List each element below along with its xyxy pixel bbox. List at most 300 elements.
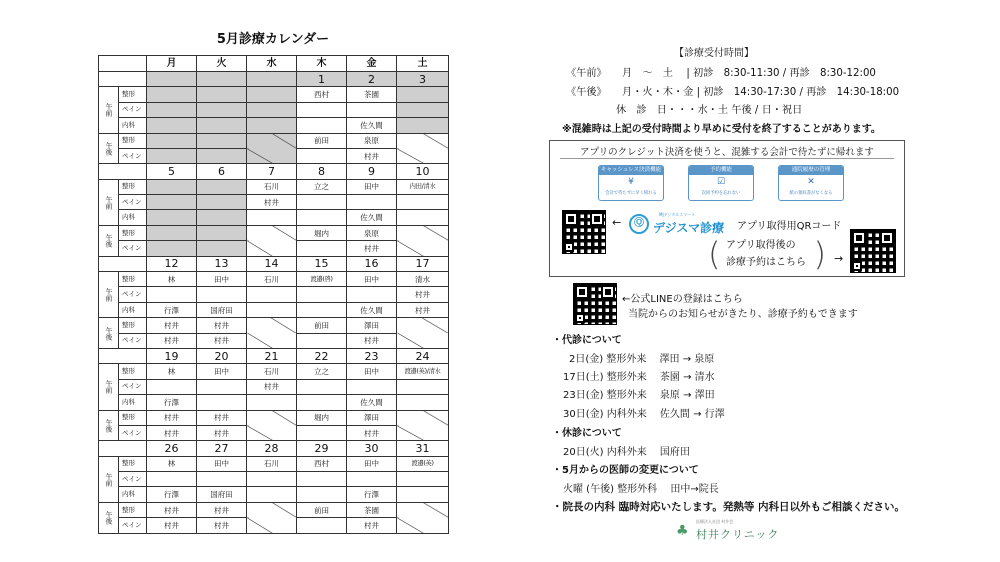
- doctor-cell: 国府田: [197, 302, 247, 317]
- schedule-row: [99, 456, 449, 471]
- divider: [560, 158, 894, 159]
- yen-icon: ¥: [628, 177, 634, 187]
- dept-label: ペイン: [119, 379, 147, 394]
- doctor-cell: 田中: [197, 271, 247, 286]
- schedule-row: [99, 149, 449, 164]
- doctor-cell: [147, 225, 197, 240]
- date-cell: 19: [147, 349, 197, 364]
- dept-label: ペイン: [119, 241, 147, 256]
- tree-icon: ♣: [676, 523, 689, 539]
- doctor-cell: 村井: [397, 287, 449, 302]
- schedule-row: [99, 179, 449, 194]
- doctor-cell: [297, 379, 347, 394]
- feature-cashless: [598, 165, 664, 201]
- dept-label: ペイン: [119, 472, 147, 487]
- date-cell: 21: [247, 349, 297, 364]
- doctor-cell: 村井: [347, 149, 397, 164]
- doctor-cell: [247, 426, 297, 441]
- doctor-cell: [397, 133, 449, 148]
- weekday-header: 金: [347, 56, 397, 72]
- dept-label: 整形: [119, 271, 147, 286]
- doctor-cell: [297, 333, 347, 348]
- schedule-row: [99, 302, 449, 317]
- app-qr-code[interactable]: [562, 210, 606, 254]
- schedule-row: [99, 395, 449, 410]
- doctor-cell: 堀内: [297, 410, 347, 425]
- date-cell: 26: [147, 441, 197, 456]
- doctor-cell: [297, 149, 347, 164]
- doctor-cell: [397, 487, 449, 502]
- doctor-cell: 林: [147, 271, 197, 286]
- period-label: 午前: [99, 271, 119, 317]
- doctor-cell: 石川: [247, 271, 297, 286]
- period-label: 午後: [99, 502, 119, 533]
- arrow-right-icon: →: [834, 252, 844, 265]
- doctor-cell: [147, 87, 197, 102]
- feature-head: キャッシュレス決済機能: [600, 167, 662, 173]
- doctor-cell: 澤田: [347, 318, 397, 333]
- doctor-cell: [397, 502, 449, 517]
- calendar-title: 5月診療カレンダー: [216, 32, 330, 47]
- doctor-cell: 立之: [297, 179, 347, 194]
- doctor-cell: 行澤: [147, 487, 197, 502]
- feature-head: 通院履歴の管理: [779, 166, 843, 175]
- doctor-cell: [197, 287, 247, 302]
- doctor-cell: 田中: [347, 456, 397, 471]
- date-cell: [147, 72, 197, 87]
- doctor-cell: [397, 241, 449, 256]
- doctor-cell: 澤田: [347, 410, 397, 425]
- after-install-box: [706, 237, 824, 275]
- doctor-cell: [297, 426, 347, 441]
- doctor-cell: [397, 426, 449, 441]
- schedule-row: [99, 333, 449, 348]
- dept-label: 内科: [119, 302, 147, 317]
- doctor-cell: [397, 195, 449, 210]
- doctor-cell: [247, 472, 297, 487]
- date-cell: 16: [347, 256, 397, 271]
- doctor-cell: [247, 502, 297, 517]
- weekday-row: [99, 56, 449, 72]
- line-qr-code[interactable]: [573, 283, 617, 325]
- doctor-cell: 泉原: [347, 225, 397, 240]
- substitute-item: 30日(金) 内科外来 佐久間 → 行澤: [563, 409, 725, 420]
- doctor-cell: [247, 518, 297, 534]
- doctor-cell: [347, 472, 397, 487]
- dept-label: 内科: [119, 395, 147, 410]
- doctor-cell: 石川: [247, 179, 297, 194]
- weekday-header: 月: [147, 56, 197, 72]
- schedule-row: [99, 379, 449, 394]
- date-cell: 29: [297, 441, 347, 456]
- date-cell: [197, 72, 247, 87]
- schedule-row: [99, 426, 449, 441]
- date-cell: 27: [197, 441, 247, 456]
- doctor-cell: [347, 287, 397, 302]
- doctor-cell: [247, 102, 297, 117]
- period-label: 午後: [99, 318, 119, 349]
- dept-label: 内科: [119, 118, 147, 133]
- doctor-cell: [247, 241, 297, 256]
- doctor-cell: [197, 472, 247, 487]
- doctor-cell: 行澤: [147, 395, 197, 410]
- doctor-cell: 渡邉(英)/清水: [397, 364, 449, 379]
- doctor-cell: 田中: [197, 456, 247, 471]
- doctor-cell: 村井: [147, 318, 197, 333]
- doctor-cell: [247, 333, 297, 348]
- dept-label: 整形: [119, 87, 147, 102]
- date-cell: 14: [247, 256, 297, 271]
- date-cell: 22: [297, 349, 347, 364]
- doctor-cell: [197, 395, 247, 410]
- doctor-cell: 西村: [297, 456, 347, 471]
- dept-label: 整形: [119, 502, 147, 517]
- doctor-cell: [397, 395, 449, 410]
- doctor-cell: [297, 102, 347, 117]
- doctor-cell: [197, 149, 247, 164]
- doctor-cell: [297, 518, 347, 534]
- app-intro: アプリのクレジット決済を使うと、混雑する会計で待たずに帰れます: [580, 147, 874, 158]
- weekday-header: 水: [247, 56, 297, 72]
- date-cell: 2: [347, 72, 397, 87]
- doctor-cell: [147, 379, 197, 394]
- doctor-cell: 国府田: [197, 487, 247, 502]
- doctor-cell: [197, 210, 247, 225]
- date-row-spacer: [99, 72, 147, 87]
- doctor-cell: 清水: [397, 271, 449, 286]
- doctor-cell: [397, 333, 449, 348]
- dept-label: ペイン: [119, 287, 147, 302]
- weekday-header: 火: [197, 56, 247, 72]
- doctor-cell: 渡邉(啓): [297, 271, 347, 286]
- doctor-cell: 行澤: [347, 487, 397, 502]
- doctor-cell: [147, 472, 197, 487]
- doctor-cell: 堀内: [297, 225, 347, 240]
- clinic-logo: [674, 517, 784, 545]
- digisuma-logo: [629, 213, 734, 235]
- doctor-cell: 石川: [247, 456, 297, 471]
- dept-label: 整形: [119, 179, 147, 194]
- after-line-1: アプリ取得後の: [726, 240, 796, 251]
- doctor-cell: [397, 102, 449, 117]
- schedule-row: [99, 118, 449, 133]
- bracket-right: ): [813, 235, 826, 273]
- doctor-cell: [197, 102, 247, 117]
- schedule-row: [99, 225, 449, 240]
- date-cell: 30: [347, 441, 397, 456]
- period-label: 午後: [99, 133, 119, 164]
- dept-label: ペイン: [119, 149, 147, 164]
- line-description: 当院からのお知らせがきたり、診療予約もできます: [628, 309, 858, 320]
- doctor-cell: [397, 225, 449, 240]
- doctor-cell: [147, 102, 197, 117]
- period-label: 午前: [99, 179, 119, 225]
- date-cell: 8: [297, 164, 347, 179]
- schedule-row: [99, 210, 449, 225]
- doctor-cell: [247, 302, 297, 317]
- doctor-cell: 村井: [347, 426, 397, 441]
- corner-cell: [99, 56, 147, 72]
- period-label: 午後: [99, 410, 119, 441]
- schedule-row: [99, 133, 449, 148]
- hours-note: ※混雑時は上記の受付時間より早めに受付を終了することがあります。: [562, 124, 881, 135]
- hours-am: 《午前》 月 ～ 土 | 初診 8:30-11:30 / 再診 8:30-12:00: [566, 68, 876, 79]
- dept-label: 整形: [119, 456, 147, 471]
- doctor-cell: 村井: [347, 333, 397, 348]
- doctor-cell: [347, 102, 397, 117]
- doctor-cell: 村井: [247, 379, 297, 394]
- date-cell: 17: [397, 256, 449, 271]
- date-cell: 15: [297, 256, 347, 271]
- dept-label: 整形: [119, 410, 147, 425]
- doctor-cell: [147, 149, 197, 164]
- doctor-cell: 村井: [247, 195, 297, 210]
- doctor-cell: [247, 149, 297, 164]
- schedule-row: [99, 410, 449, 425]
- doctor-cell: [297, 395, 347, 410]
- date-row-spacer: [99, 349, 147, 364]
- brand-small: MJデジタルスマート: [659, 212, 696, 217]
- doctor-cell: 前田: [297, 133, 347, 148]
- doctor-cell: [147, 210, 197, 225]
- doctor-cell: 林: [147, 364, 197, 379]
- calendar-check-icon: ☑: [716, 177, 726, 187]
- change-item: 火曜 (午後) 整形外科 田中→院長: [563, 484, 719, 495]
- schedule-row: [99, 472, 449, 487]
- doctor-cell: [247, 318, 297, 333]
- period-label: 午後: [99, 225, 119, 256]
- doctor-cell: 前田: [297, 318, 347, 333]
- doctor-cell: [397, 518, 449, 534]
- weekday-header: 土: [397, 56, 449, 72]
- doctor-cell: [347, 195, 397, 210]
- doctor-cell: [247, 287, 297, 302]
- doctor-cell: [247, 395, 297, 410]
- date-cell: 24: [397, 349, 449, 364]
- doctor-cell: [247, 210, 297, 225]
- digisuma-mark-icon: Ⓠ: [629, 214, 649, 234]
- doctor-cell: 佐久間: [347, 210, 397, 225]
- date-cell: 13: [197, 256, 247, 271]
- dept-label: 内科: [119, 210, 147, 225]
- doctor-cell: [197, 241, 247, 256]
- doctor-cell: 内田/清水: [397, 179, 449, 194]
- date-cell: [247, 72, 297, 87]
- schedule-row: [99, 518, 449, 534]
- feature-head: 予約機能: [689, 166, 753, 175]
- doctor-cell: [297, 472, 347, 487]
- bracket-left: (: [708, 235, 721, 273]
- doctor-cell: [297, 210, 347, 225]
- dept-label: ペイン: [119, 333, 147, 348]
- doctor-cell: [197, 379, 247, 394]
- doctor-cell: 村井: [197, 410, 247, 425]
- date-row: [99, 256, 449, 271]
- doctor-cell: [147, 195, 197, 210]
- schedule-row: [99, 287, 449, 302]
- schedule-row: [99, 487, 449, 502]
- doctor-cell: 村井: [197, 426, 247, 441]
- doctor-cell: 立之: [297, 364, 347, 379]
- date-cell: 28: [247, 441, 297, 456]
- schedule-row: [99, 195, 449, 210]
- dept-label: 整形: [119, 318, 147, 333]
- doctor-cell: [147, 133, 197, 148]
- arrow-left-icon: ←: [612, 216, 622, 229]
- doctor-cell: [197, 225, 247, 240]
- date-cell: 10: [397, 164, 449, 179]
- substitute-item: 2日(金) 整形外来 澤田 → 泉原: [569, 354, 715, 365]
- dept-label: 整形: [119, 133, 147, 148]
- doctor-cell: [197, 133, 247, 148]
- doctor-cell: 村井: [197, 502, 247, 517]
- doctor-cell: [397, 318, 449, 333]
- date-row-spacer: [99, 164, 147, 179]
- hours-pm: 《午後》 月・火・木・金 | 初診 14:30-17:30 / 再診 14:30-18:00: [566, 87, 900, 98]
- brand-name: デジスマ診療: [653, 221, 725, 235]
- doctor-cell: 村井: [197, 318, 247, 333]
- calendar-table: [98, 55, 449, 534]
- doctor-cell: [197, 179, 247, 194]
- date-cell: 3: [397, 72, 449, 87]
- doctor-cell: [397, 87, 449, 102]
- clinic-tagline: 医療法人社団 村井会: [696, 519, 734, 524]
- date-cell: 12: [147, 256, 197, 271]
- substitute-item: 17日(土) 整形外来 茶園 → 清水: [563, 372, 715, 383]
- doctor-cell: [397, 410, 449, 425]
- doctor-cell: 村井: [147, 410, 197, 425]
- dept-label: 内科: [119, 487, 147, 502]
- doctor-cell: [297, 302, 347, 317]
- doctor-cell: [297, 195, 347, 210]
- dept-label: 整形: [119, 225, 147, 240]
- doctor-cell: 村井: [147, 518, 197, 534]
- schedule-row: [99, 87, 449, 102]
- doctor-cell: [397, 149, 449, 164]
- doctor-cell: 茶園: [347, 87, 397, 102]
- doctor-cell: [247, 87, 297, 102]
- doctor-cell: 佐久間: [347, 302, 397, 317]
- doctor-cell: [197, 87, 247, 102]
- doctor-cell: [397, 210, 449, 225]
- doctor-cell: 村井: [397, 302, 449, 317]
- schedule-row: [99, 241, 449, 256]
- schedule-row: [99, 318, 449, 333]
- doctor-cell: [247, 225, 297, 240]
- doctor-cell: [297, 241, 347, 256]
- doctor-cell: 石川: [247, 364, 297, 379]
- doctor-cell: 田中: [197, 364, 247, 379]
- doctor-cell: [397, 379, 449, 394]
- doctor-cell: 村井: [197, 333, 247, 348]
- feature-history: [778, 165, 844, 201]
- hours-closed: 休 診 日・・・水・土 午後 / 日・祝日: [616, 105, 803, 116]
- doctor-cell: 村井: [197, 518, 247, 534]
- doctor-cell: [147, 118, 197, 133]
- date-row-spacer: [99, 256, 147, 271]
- dept-label: ペイン: [119, 195, 147, 210]
- doctor-cell: [147, 179, 197, 194]
- director-notice: ・院長の内科 臨時対応いたします。発熱等 内科日以外もご相談ください。: [552, 501, 905, 513]
- doctor-cell: [397, 118, 449, 133]
- doctor-cell: [297, 118, 347, 133]
- dept-label: ペイン: [119, 518, 147, 534]
- schedule-row: [99, 102, 449, 117]
- date-row-spacer: [99, 441, 147, 456]
- hours-title: 【診療受付時間】: [674, 48, 754, 59]
- receipt-icon: ✕: [807, 177, 815, 187]
- doctor-cell: [247, 133, 297, 148]
- reservation-qr-code[interactable]: [850, 229, 896, 273]
- doctor-cell: [397, 472, 449, 487]
- date-row: [99, 349, 449, 364]
- date-cell: 23: [347, 349, 397, 364]
- doctor-cell: 村井: [347, 518, 397, 534]
- doctor-cell: 村井: [347, 241, 397, 256]
- date-cell: 9: [347, 164, 397, 179]
- doctor-cell: [247, 118, 297, 133]
- doctor-cell: 村井: [147, 333, 197, 348]
- doctor-cell: 田中: [347, 364, 397, 379]
- feature-reservation: [688, 165, 754, 201]
- doctor-cell: [147, 241, 197, 256]
- doctor-cell: [347, 379, 397, 394]
- doctor-cell: 田中: [347, 271, 397, 286]
- date-row: [99, 164, 449, 179]
- date-row: [99, 441, 449, 456]
- doctor-cell: 田中: [347, 179, 397, 194]
- doctor-cell: 前田: [297, 502, 347, 517]
- doctor-cell: 佐久間: [347, 118, 397, 133]
- line-register-text: ←公式LINEの登録はこちら: [622, 294, 743, 305]
- doctor-cell: 村井: [147, 426, 197, 441]
- doctor-cell: 渡邉(英): [397, 456, 449, 471]
- dept-label: ペイン: [119, 102, 147, 117]
- date-cell: 7: [247, 164, 297, 179]
- doctor-cell: [247, 410, 297, 425]
- closure-heading: ・休診について: [552, 428, 622, 439]
- doctor-cell: [197, 118, 247, 133]
- doctor-cell: 行澤: [147, 302, 197, 317]
- doctor-cell: 林: [147, 456, 197, 471]
- feature-caption: 次回予約を忘れない: [701, 191, 741, 196]
- schedule-row: [99, 271, 449, 286]
- date-cell: 6: [197, 164, 247, 179]
- doctor-cell: [147, 287, 197, 302]
- qr-label: アプリ取得用QRコード: [737, 221, 842, 232]
- period-label: 午前: [99, 456, 119, 502]
- doctor-cell: [297, 487, 347, 502]
- doctor-cell: [197, 195, 247, 210]
- doctor-cell: [297, 287, 347, 302]
- period-label: 午前: [99, 364, 119, 410]
- schedule-row: [99, 502, 449, 517]
- after-line-2: 診療予約はこちら: [726, 257, 806, 268]
- period-label: 午前: [99, 87, 119, 133]
- dept-label: 整形: [119, 364, 147, 379]
- dept-label: ペイン: [119, 426, 147, 441]
- doctor-cell: 茶園: [347, 502, 397, 517]
- date-cell: 31: [397, 441, 449, 456]
- substitute-item: 23日(金) 整形外来 泉原 → 澤田: [563, 390, 715, 401]
- doctor-cell: 佐久間: [347, 395, 397, 410]
- change-heading: ・5月からの医師の変更について: [552, 465, 699, 476]
- clinic-name: 村井クリニック: [696, 528, 780, 541]
- feature-caption: 紙の領収書がなくなる: [789, 191, 833, 196]
- doctor-cell: 泉原: [347, 133, 397, 148]
- date-cell: 1: [297, 72, 347, 87]
- substitute-heading: ・代診について: [552, 335, 622, 346]
